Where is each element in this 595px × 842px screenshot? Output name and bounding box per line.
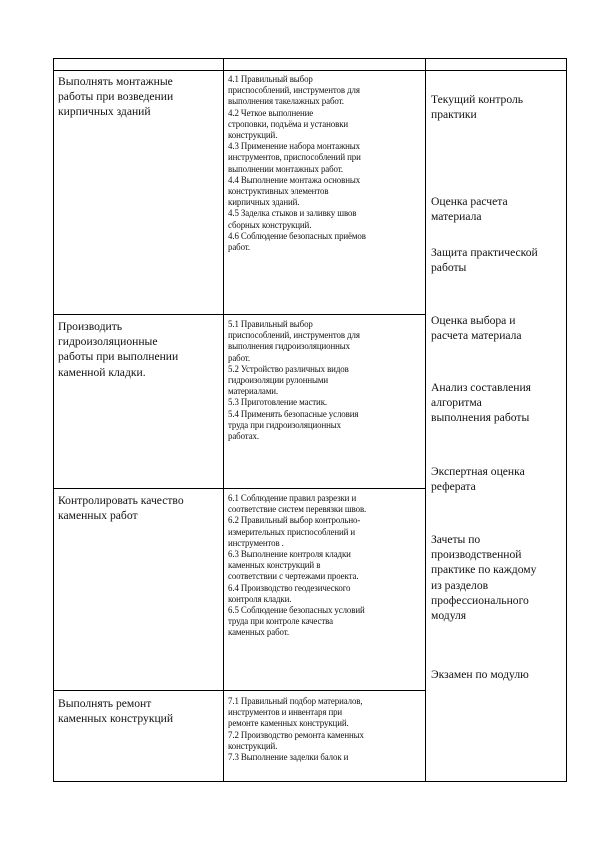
assessment-item: Оценка выбора и расчета материала: [431, 314, 522, 343]
header-row-bottom: [53, 70, 567, 71]
row-divider: [53, 488, 425, 489]
table-border-top: [53, 58, 567, 59]
table-border-bottom: [53, 781, 567, 782]
row-divider: [53, 314, 425, 315]
competency-cell: Контролировать качество каменных работ: [58, 494, 184, 523]
indicators-cell: 7.1 Правильный подбор материалов, инструментов и инвентаря при ремонте каменных конструкций. 7.2 Производство ремонта каменных конструкций. 7.3 Выполнение заделки балок и: [228, 696, 364, 763]
assessment-item: Оценка расчета материала: [431, 195, 508, 224]
assessment-item: Экзамен по модулю: [431, 668, 529, 681]
assessment-item: Текущий контроль практики: [431, 93, 524, 122]
assessment-item: Зачеты по производственной практике по каждому из разделов профессионального модуля: [431, 533, 537, 623]
competency-cell: Выполнять монтажные работы при возведении кирпичных зданий: [58, 75, 174, 119]
assessment-item: Защита практической работы: [431, 246, 538, 275]
column-divider: [425, 58, 426, 782]
indicators-cell: 5.1 Правильный выбор приспособлений, инструментов для выполнения гидроизоляционных работ. 5.2 Устройство различных видов гидроизоляции рулонными материалами. 5.3 Приготовление мастик. 5.4 Применять безопасные условия труда при гидроизоляционных работах.: [228, 319, 360, 442]
competency-cell: Выполнять ремонт каменных конструкций: [58, 697, 174, 726]
indicators-cell: 6.1 Соблюдение правил разрезки и соответствие систем перевязки швов. 6.2 Правильный выбор контрольно- измерительных приспособлений и инструментов . 6.3 Выполнение контроля кладки каменных конструкций в соответствии с чертежами проекта. 6.4 Производство геодезического контроля кладки. 6.5 Соблюдение безопасных условий труда при контроле качества каменных работ.: [228, 493, 367, 638]
table-border-left: [53, 58, 54, 782]
column-divider: [223, 58, 224, 782]
assessment-item: Анализ составления алгоритма выполнения работы: [431, 381, 532, 425]
row-divider: [53, 690, 425, 691]
competency-cell: Производить гидроизоляционные работы при выполнении каменной кладки.: [58, 320, 179, 379]
indicators-cell: 4.1 Правильный выбор приспособлений, инструментов для выполнения такелажных работ. 4.2 Четкое выполнение строповки, подъёма и установки конструкций. 4.3 Применение набора монтажных инструментов, приспособлений при выполнении монтажных работ. 4.4 Выполнение монтажа основных конструктивных элементов кирпичных зданий. 4.5 Заделка стыков и заливку швов сборных конструкций. 4.6 Соблюдение безопасных приёмов работ.: [228, 74, 366, 253]
assessment-item: Экспертная оценка реферата: [431, 465, 525, 494]
